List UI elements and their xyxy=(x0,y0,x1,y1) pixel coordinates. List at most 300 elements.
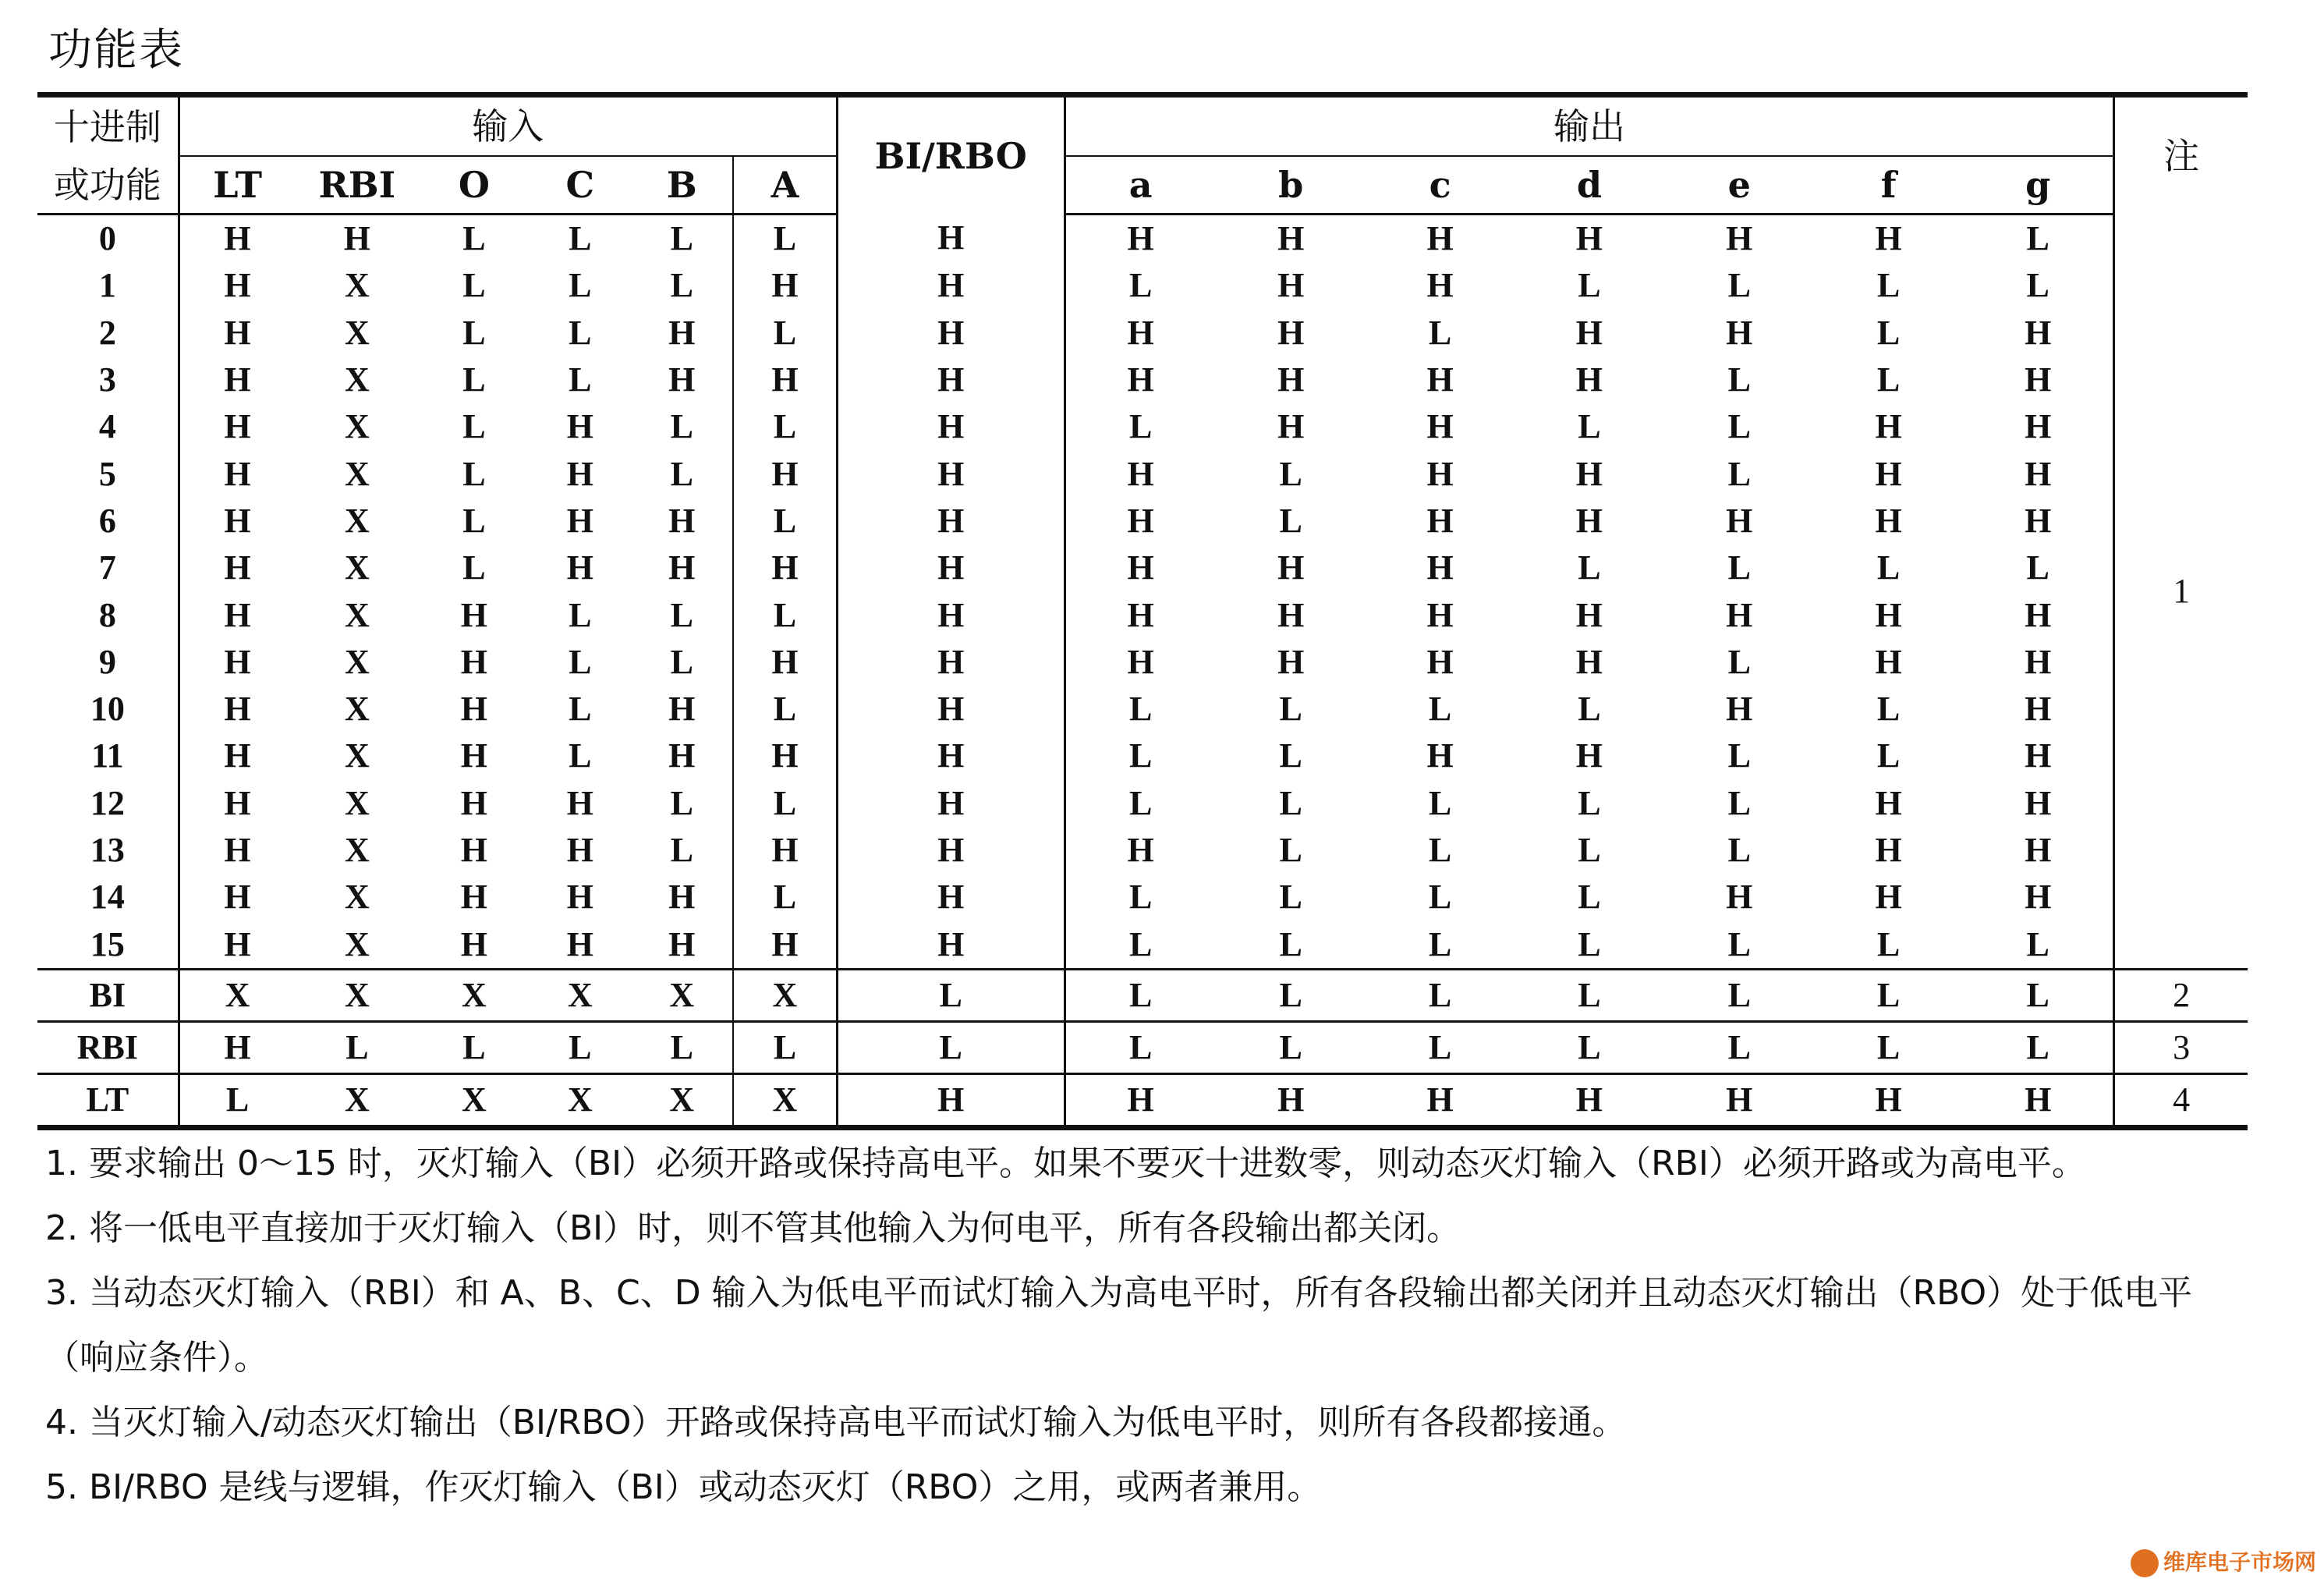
input-cell: H xyxy=(566,454,593,493)
output-cell: H xyxy=(1665,1073,1814,1127)
input-cell: H xyxy=(179,732,295,779)
output-cell: H xyxy=(1216,1073,1366,1127)
birbo-cell: H xyxy=(837,920,1065,969)
output-cell: H xyxy=(1575,642,1603,681)
row-label: 1 xyxy=(98,266,116,305)
watermark: 维库电子市场网 xyxy=(2131,1545,2316,1577)
input-cell: H xyxy=(733,639,837,686)
row-label: 2 xyxy=(98,313,116,352)
output-cell: L xyxy=(1065,1021,1215,1073)
input-cell: H xyxy=(179,1021,295,1073)
birbo-cell: H xyxy=(837,827,1065,874)
output-cell: H xyxy=(2025,642,2052,681)
birbo-cell: H xyxy=(837,1073,1065,1127)
output-cell: H xyxy=(1963,1073,2113,1127)
output-cell: L xyxy=(1279,878,1302,917)
input-cell: L xyxy=(670,407,693,446)
output-cell: H xyxy=(1065,639,1215,686)
input-cell: H xyxy=(179,874,295,920)
output-cell: H xyxy=(1426,407,1454,446)
birbo-cell: H xyxy=(837,686,1065,732)
note-cell: 1 xyxy=(2114,215,2248,970)
input-cell: H xyxy=(179,591,295,638)
output-cell: L xyxy=(1876,360,1901,399)
function-table xyxy=(37,92,2248,1130)
input-cell: H xyxy=(179,310,295,356)
input-cell: X xyxy=(179,969,295,1021)
input-cell: H xyxy=(566,407,593,446)
input-cell: L xyxy=(733,591,837,638)
output-cell: L xyxy=(1876,548,1901,587)
output-cell: H xyxy=(1426,360,1454,399)
row-label: 15 xyxy=(90,924,125,963)
note-cell: 3 xyxy=(2114,1021,2248,1073)
output-cell: H xyxy=(2025,736,2052,775)
input-cell: L xyxy=(569,313,592,352)
output-cell: L xyxy=(1065,920,1215,969)
input-cell: L xyxy=(631,1021,733,1073)
table-row xyxy=(37,874,2248,920)
input-cell: L xyxy=(529,1021,631,1073)
birbo-cell: H xyxy=(837,310,1065,356)
output-cell: L xyxy=(2026,219,2049,258)
input-cell: H xyxy=(668,501,696,540)
output-cell: L xyxy=(1814,969,1963,1021)
input-cell: X xyxy=(344,595,370,634)
output-cell: H xyxy=(1875,831,1902,869)
input-cell: L xyxy=(462,360,486,399)
output-cell: H xyxy=(1065,310,1215,356)
input-cell: H xyxy=(179,450,295,497)
output-cell: L xyxy=(1065,732,1215,779)
output-cell: H xyxy=(1065,544,1215,591)
header-output-f: f xyxy=(1814,156,1963,215)
output-cell: H xyxy=(1575,219,1603,258)
output-cell: L xyxy=(2026,548,2049,587)
input-cell: L xyxy=(462,407,486,446)
output-cell: L xyxy=(1665,1021,1814,1073)
input-cell: H xyxy=(668,924,696,963)
row-label: LT xyxy=(37,1073,179,1127)
output-cell: H xyxy=(1726,690,1753,729)
output-cell: H xyxy=(2025,454,2052,493)
table-row xyxy=(37,356,2248,403)
output-cell: L xyxy=(1428,878,1452,917)
input-cell: X xyxy=(344,407,370,446)
input-cell: L xyxy=(733,1021,837,1073)
output-cell: H xyxy=(1575,736,1603,775)
row-label: 11 xyxy=(91,736,124,775)
table-row xyxy=(37,591,2248,638)
input-cell: H xyxy=(733,450,837,497)
header-input-group: 输入 xyxy=(179,95,837,157)
header-note: 注 xyxy=(2114,95,2248,215)
output-cell: L xyxy=(1814,1021,1963,1073)
note-3: 3. 当动态灭灯输入（RBI）和 A、B、C、D 输入为低电平而试灯输入为高电平时，所有各段输出都关闭并且动态灭灯输出（RBO）处于低电平（响应条件）。 xyxy=(45,1273,2193,1378)
input-cell: H xyxy=(733,732,837,779)
header-input-rbi: RBI xyxy=(295,156,419,215)
row-label: 6 xyxy=(98,501,116,540)
input-cell: L xyxy=(569,360,592,399)
input-cell: L xyxy=(733,215,837,263)
output-cell: H xyxy=(1575,595,1603,634)
output-cell: H xyxy=(2025,595,2052,634)
header-output-c: c xyxy=(1366,156,1514,215)
input-cell: X xyxy=(344,924,370,963)
table-row xyxy=(37,686,2248,732)
output-cell: L xyxy=(1216,969,1366,1021)
row-label: 14 xyxy=(90,878,125,917)
input-cell: H xyxy=(460,736,488,775)
input-cell: L xyxy=(670,642,693,681)
header-output-group: 输出 xyxy=(1065,95,2113,157)
output-cell: L xyxy=(1279,690,1302,729)
output-cell: H xyxy=(1814,1073,1963,1127)
row-label: RBI xyxy=(37,1021,179,1073)
input-cell: H xyxy=(668,360,696,399)
input-cell: H xyxy=(179,356,295,403)
output-cell: H xyxy=(1277,313,1305,352)
input-cell: L xyxy=(295,1021,419,1073)
input-cell: X xyxy=(344,783,370,822)
header-input-c: C xyxy=(529,156,631,215)
input-cell: H xyxy=(733,544,837,591)
output-cell: H xyxy=(1575,454,1603,493)
output-cell: H xyxy=(1277,642,1305,681)
input-cell: H xyxy=(179,498,295,544)
output-cell: H xyxy=(1426,266,1454,305)
row-label: 13 xyxy=(90,831,125,869)
table-row xyxy=(37,969,2248,1021)
output-cell: L xyxy=(1514,969,1664,1021)
output-cell: L xyxy=(1963,1021,2113,1073)
input-cell: L xyxy=(569,266,592,305)
output-cell: H xyxy=(2025,501,2052,540)
input-cell: X xyxy=(344,878,370,917)
output-cell: L xyxy=(1963,969,2113,1021)
input-cell: X xyxy=(295,1073,419,1127)
header-output-a: a xyxy=(1065,156,1215,215)
output-cell: L xyxy=(1065,403,1215,450)
input-cell: H xyxy=(733,262,837,309)
input-cell: L xyxy=(670,595,693,634)
table-row xyxy=(37,732,2248,779)
input-cell: H xyxy=(343,219,370,258)
output-cell: L xyxy=(1727,407,1751,446)
output-cell: H xyxy=(1426,548,1454,587)
output-cell: H xyxy=(1875,407,1902,446)
output-cell: L xyxy=(1727,548,1751,587)
output-cell: H xyxy=(1065,356,1215,403)
header-output-d: d xyxy=(1514,156,1664,215)
output-cell: L xyxy=(1578,266,1601,305)
input-cell: H xyxy=(566,783,593,822)
input-cell: L xyxy=(569,595,592,634)
output-cell: H xyxy=(2025,360,2052,399)
birbo-cell: H xyxy=(837,874,1065,920)
input-cell: L xyxy=(462,501,486,540)
output-cell: H xyxy=(1726,595,1753,634)
note-4: 4. 当灭灯输入/动态灭灯输出（BI/RBO）开路或保持高电平而试灯输入为低电平时，则所有各段都接通。 xyxy=(45,1403,1627,1442)
output-cell: H xyxy=(1277,407,1305,446)
output-cell: L xyxy=(1578,878,1601,917)
table-row xyxy=(37,262,2248,309)
input-cell: H xyxy=(179,403,295,450)
table-row xyxy=(37,403,2248,450)
table-row xyxy=(37,780,2248,827)
output-cell: L xyxy=(1065,686,1215,732)
input-cell: H xyxy=(668,690,696,729)
output-cell: L xyxy=(1727,454,1751,493)
output-cell: H xyxy=(1875,595,1902,634)
header-output-b: b xyxy=(1216,156,1366,215)
output-cell: L xyxy=(1216,1021,1366,1073)
header-bi-rbo: BI/RBO xyxy=(837,95,1065,215)
header-output-e: e xyxy=(1665,156,1814,215)
row-label: 12 xyxy=(90,783,125,822)
input-cell: H xyxy=(460,831,488,869)
input-cell: H xyxy=(733,920,837,969)
row-label: 7 xyxy=(98,548,116,587)
output-cell: L xyxy=(1876,690,1901,729)
output-cell: L xyxy=(1578,831,1601,869)
output-cell: L xyxy=(1578,690,1601,729)
output-cell: L xyxy=(1876,313,1901,352)
output-cell: H xyxy=(1575,360,1603,399)
input-cell: X xyxy=(344,313,370,352)
input-cell: L xyxy=(733,686,837,732)
input-cell: H xyxy=(179,639,295,686)
input-cell: H xyxy=(179,827,295,874)
output-cell: L xyxy=(1578,924,1601,963)
input-cell: H xyxy=(668,548,696,587)
output-cell: L xyxy=(1065,262,1215,309)
input-cell: H xyxy=(460,690,488,729)
input-cell: H xyxy=(460,924,488,963)
output-cell: L xyxy=(1279,454,1302,493)
output-cell: L xyxy=(1727,924,1751,963)
table-row xyxy=(37,310,2248,356)
birbo-cell: H xyxy=(837,732,1065,779)
input-cell: X xyxy=(344,501,370,540)
table-row xyxy=(37,450,2248,497)
output-cell: H xyxy=(1426,219,1454,258)
input-cell: X xyxy=(631,969,733,1021)
input-cell: H xyxy=(566,501,593,540)
input-cell: L xyxy=(462,219,486,258)
output-cell: H xyxy=(1426,736,1454,775)
output-cell: H xyxy=(2025,407,2052,446)
output-cell: L xyxy=(1065,874,1215,920)
note-2: 2. 将一低电平直接加于灭灯输入（BI）时，则不管其他输入为何电平，所有各段输出都关闭。 xyxy=(45,1208,1461,1248)
output-cell: L xyxy=(1065,780,1215,827)
row-label: 10 xyxy=(90,690,125,729)
input-cell: H xyxy=(179,544,295,591)
output-cell: L xyxy=(2026,266,2049,305)
input-cell: L xyxy=(670,219,693,258)
birbo-cell: H xyxy=(837,780,1065,827)
output-cell: H xyxy=(1726,501,1753,540)
header-output-g: g xyxy=(1963,156,2113,215)
output-cell: H xyxy=(1875,642,1902,681)
input-cell: H xyxy=(179,780,295,827)
birbo-cell: H xyxy=(837,356,1065,403)
birbo-cell: L xyxy=(837,969,1065,1021)
input-cell: L xyxy=(733,780,837,827)
input-cell: L xyxy=(419,1021,529,1073)
output-cell: L xyxy=(1279,831,1302,869)
output-cell: L xyxy=(1366,969,1514,1021)
output-cell: H xyxy=(1065,215,1215,263)
table-row xyxy=(37,1021,2248,1073)
header-decimal-line2: 或功能 xyxy=(37,156,179,215)
birbo-cell: H xyxy=(837,544,1065,591)
output-cell: L xyxy=(1727,736,1751,775)
output-cell: H xyxy=(1065,591,1215,638)
input-cell: X xyxy=(631,1073,733,1127)
input-cell: X xyxy=(344,266,370,305)
output-cell: L xyxy=(1279,501,1302,540)
header-decimal-line1: 十进制 xyxy=(37,95,179,157)
birbo-cell: H xyxy=(837,450,1065,497)
output-cell: H xyxy=(1726,878,1753,917)
output-cell: L xyxy=(1366,1021,1514,1073)
output-cell: H xyxy=(1575,313,1603,352)
input-cell: L xyxy=(569,642,592,681)
input-cell: H xyxy=(179,920,295,969)
table-row xyxy=(37,1073,2248,1127)
header-input-a: A xyxy=(733,156,837,215)
output-cell: H xyxy=(1426,501,1454,540)
table-row xyxy=(37,215,2248,263)
output-cell: L xyxy=(1727,642,1751,681)
output-cell: H xyxy=(1426,642,1454,681)
input-cell: L xyxy=(462,548,486,587)
output-cell: L xyxy=(1578,407,1601,446)
output-cell: L xyxy=(1279,736,1302,775)
output-cell: H xyxy=(1277,219,1305,258)
input-cell: X xyxy=(344,642,370,681)
output-cell: L xyxy=(1876,736,1901,775)
birbo-cell: L xyxy=(837,1021,1065,1073)
input-cell: L xyxy=(670,454,693,493)
input-cell: L xyxy=(670,831,693,869)
output-cell: L xyxy=(1578,783,1601,822)
birbo-cell: H xyxy=(837,591,1065,638)
input-cell: X xyxy=(733,969,837,1021)
output-cell: H xyxy=(1277,266,1305,305)
input-cell: L xyxy=(462,266,486,305)
input-cell: H xyxy=(566,548,593,587)
output-cell: L xyxy=(1514,1021,1664,1073)
output-cell: L xyxy=(1727,360,1751,399)
page-title: 功能表 xyxy=(48,25,184,76)
output-cell: L xyxy=(1665,969,1814,1021)
input-cell: H xyxy=(179,262,295,309)
birbo-cell: H xyxy=(837,403,1065,450)
output-cell: H xyxy=(2025,878,2052,917)
output-cell: H xyxy=(1065,450,1215,497)
output-cell: L xyxy=(1876,924,1901,963)
row-label: 4 xyxy=(98,407,116,446)
output-cell: H xyxy=(2025,690,2052,729)
note-cell: 2 xyxy=(2114,969,2248,1021)
input-cell: H xyxy=(460,783,488,822)
output-cell: H xyxy=(1065,1073,1215,1127)
input-cell: L xyxy=(733,874,837,920)
input-cell: L xyxy=(733,310,837,356)
table-row xyxy=(37,639,2248,686)
output-cell: H xyxy=(1426,595,1454,634)
input-cell: L xyxy=(462,313,486,352)
row-label: 3 xyxy=(98,360,116,399)
output-cell: H xyxy=(1875,219,1902,258)
output-cell: L xyxy=(1065,969,1215,1021)
output-cell: L xyxy=(1428,924,1452,963)
input-cell: H xyxy=(668,878,696,917)
output-cell: L xyxy=(1279,924,1302,963)
input-cell: X xyxy=(419,1073,529,1127)
input-cell: L xyxy=(569,219,592,258)
output-cell: H xyxy=(1726,219,1753,258)
output-cell: H xyxy=(2025,783,2052,822)
input-cell: H xyxy=(668,313,696,352)
input-cell: X xyxy=(344,454,370,493)
input-cell: H xyxy=(179,686,295,732)
output-cell: H xyxy=(1277,360,1305,399)
input-cell: H xyxy=(733,356,837,403)
output-cell: L xyxy=(1727,783,1751,822)
input-cell: L xyxy=(462,454,486,493)
input-cell: X xyxy=(529,1073,631,1127)
output-cell: L xyxy=(1428,831,1452,869)
output-cell: H xyxy=(1065,498,1215,544)
note-5: 5. BI/RBO 是线与逻辑，作灭灯输入（BI）或动态灭灯（RBO）之用，或两者兼用。 xyxy=(45,1467,1322,1507)
input-cell: X xyxy=(733,1073,837,1127)
table-row xyxy=(37,544,2248,591)
output-cell: L xyxy=(1279,783,1302,822)
birbo-cell: H xyxy=(837,639,1065,686)
output-cell: H xyxy=(1277,548,1305,587)
input-cell: L xyxy=(670,266,693,305)
input-cell: H xyxy=(460,595,488,634)
row-label: BI xyxy=(37,969,179,1021)
table-body xyxy=(37,215,2248,1128)
row-label: 9 xyxy=(98,642,116,681)
output-cell: L xyxy=(1428,783,1452,822)
output-cell: L xyxy=(1727,266,1751,305)
birbo-cell: H xyxy=(837,262,1065,309)
input-cell: H xyxy=(460,642,488,681)
note-1: 1. 要求输出 0～15 时，灭灯输入（BI）必须开路或保持高电平。如果不要灭十进数零，则动态灭灯输入（RBI）必须开路或为高电平。 xyxy=(45,1144,2086,1183)
input-cell: X xyxy=(344,736,370,775)
input-cell: L xyxy=(733,498,837,544)
input-cell: L xyxy=(670,783,693,822)
row-label: 8 xyxy=(98,595,116,634)
output-cell: H xyxy=(1875,501,1902,540)
output-cell: H xyxy=(1875,878,1902,917)
input-cell: H xyxy=(179,215,295,263)
output-cell: H xyxy=(1875,783,1902,822)
note-cell: 4 xyxy=(2114,1073,2248,1127)
table-row xyxy=(37,827,2248,874)
input-cell: H xyxy=(460,878,488,917)
output-cell: L xyxy=(1428,313,1452,352)
input-cell: H xyxy=(668,736,696,775)
birbo-cell: H xyxy=(837,498,1065,544)
input-cell: X xyxy=(344,548,370,587)
input-cell: X xyxy=(295,969,419,1021)
